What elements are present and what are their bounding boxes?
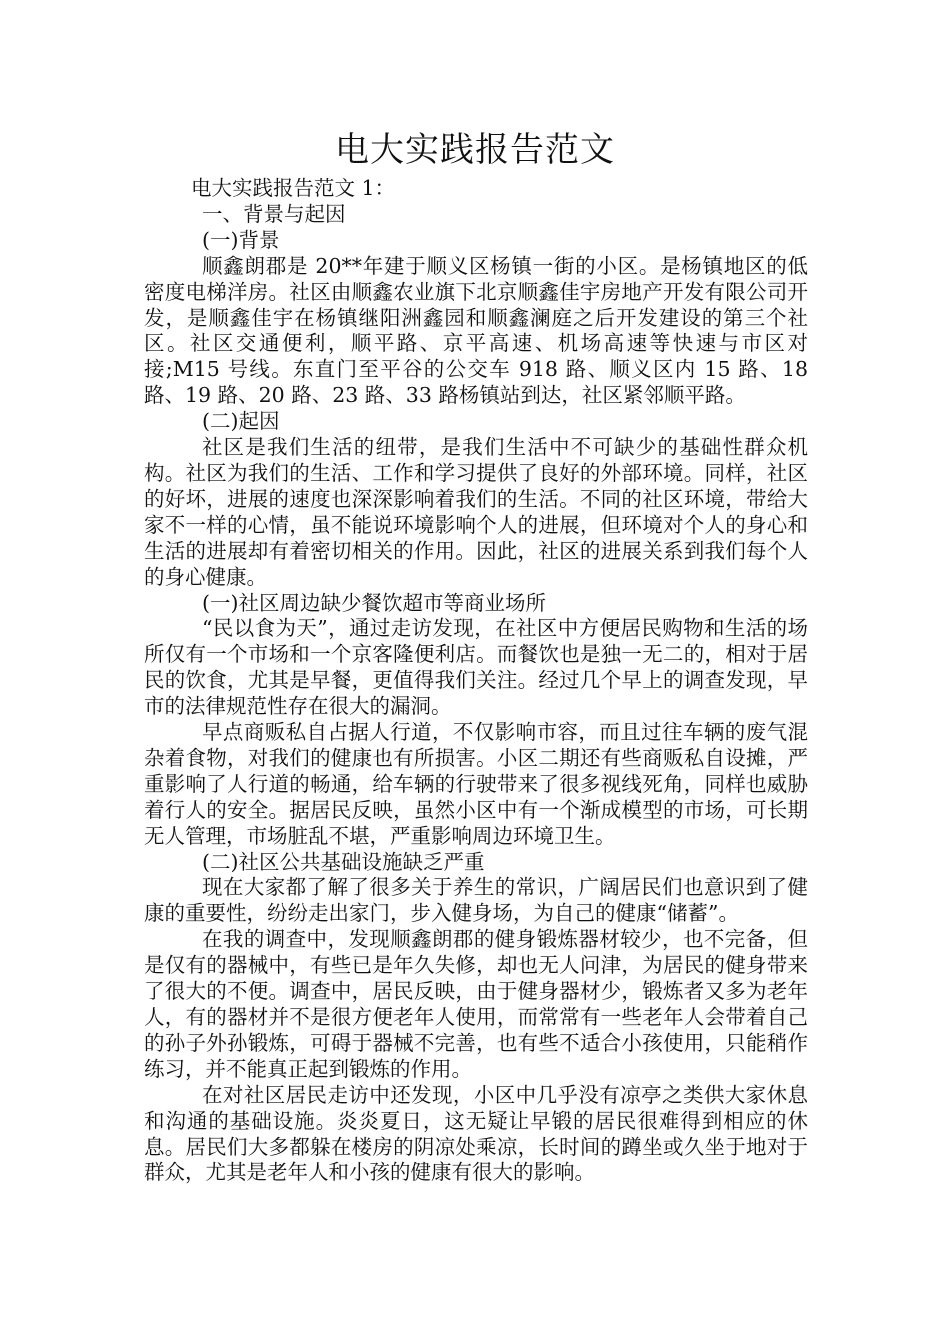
paragraph: 在我的调查中，发现顺鑫朗郡的健身锻炼器材较少，也不完备，但是仅有的器械中，有些已是年久失修，却也无人问津，为居民的健身带来了很大的不便。调查中，居民反映，由于健身器材少，锻炼者又多为老年人，有的器材并不是很方便老年人使用，而常常有一些老年人会带着自己的孙子外孙锻炼，可碍于器械不完善，也有些不适合小孩使用，只能稍作练习，并不能真正起到锻炼的作用。	[144, 927, 808, 1081]
paragraph: (二)社区公共基础设施缺乏严重	[202, 849, 485, 874]
paragraph: 早点商贩私自占据人行道，不仅影响市容，而且过往车辆的废气混杂着食物，对我们的健康也有所损害。小区二期还有些商贩私自设摊，严重影响了人行道的畅通，给车辆的行驶带来了很多视线死角，同样也威胁着行人的安全。据居民反映，虽然小区中有一个渐成模型的市场，可长期无人管理，市场脏乱不堪，严重影响周边环境卫生。	[144, 720, 808, 848]
paragraph: 一、背景与起因	[202, 201, 346, 226]
document-title: 电大实践报告范文	[335, 130, 615, 170]
paragraph: 顺鑫朗郡是 20**年建于顺义区杨镇一街的小区。是杨镇地区的低密度电梯洋房。社区由顺鑫农业旗下北京顺鑫佳宇房地产开发有限公司开发，是顺鑫佳宇在杨镇继阳洲鑫园和顺鑫澜庭之后开发建设的第三个社区。社区交通便利，顺平路、京平高速、机场高速等快速与市区对接;M15 号线。东直门至平谷的公交车 918 路、顺义区内 15 路、18 路、19 路、20 路、23 路、33 路杨镇站到达，社区紧邻顺平路。	[144, 253, 808, 408]
paragraph: 电大实践报告范文 1：	[191, 176, 396, 200]
paragraph: 社区是我们生活的纽带，是我们生活中不可缺少的基础性群众机构。社区为我们的生活、工作和学习提供了良好的外部环境。同样，社区的好坏，进展的速度也深深影响着我们的生活。不同的社区环境，带给大家不一样的心情，虽不能说环境影响个人的进展，但环境对个人的身心和生活的进展却有着密切相关的作用。因此，社区的进展关系到我们每个人的身心健康。	[144, 435, 808, 589]
paragraph: 在对社区居民走访中还发现，小区中几乎没有凉亭之类供大家休息和沟通的基础设施。炎炎夏日，这无疑让早锻的居民很难得到相应的休息。居民们大多都躲在楼房的阴凉处乘凉，长时间的蹲坐或久坐于地对于群众，尤其是老年人和小孩的健康有很大的影响。	[144, 1082, 808, 1185]
paragraph: (二)起因	[202, 409, 280, 434]
document-body	[144, 176, 808, 1186]
paragraph: “民以食为天”，通过走访发现，在社区中方便居民购物和生活的场所仅有一个市场和一个京客隆便利店。而餐饮也是独一无二的，相对于居民的饮食，尤其是早餐，更值得我们关注。经过几个早上的调查发现，早市的法律规范性存在很大的漏洞。	[144, 616, 808, 719]
paragraph: (一)背景	[202, 227, 280, 252]
paragraph: (一)社区周边缺少餐饮超市等商业场所	[202, 590, 546, 615]
paragraph: 现在大家都了解了很多关于养生的常识，广阔居民们也意识到了健康的重要性，纷纷走出家门，步入健身场，为自己的健康“储蓄”。	[144, 875, 808, 926]
